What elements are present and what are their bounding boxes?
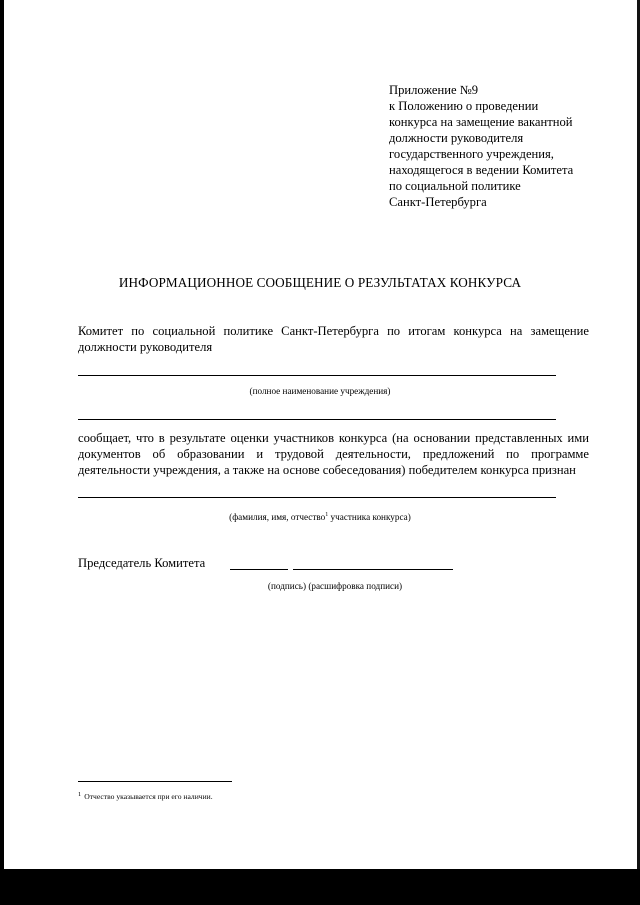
footnote-marker: 1: [78, 791, 82, 798]
signature-caption: (подпись) (расшифровка подписи): [267, 581, 403, 591]
appendix-line: находящегося в ведении Комитета: [389, 163, 574, 177]
appendix-line: государственного учреждения,: [389, 147, 554, 161]
institution-name-line-2[interactable]: [78, 419, 556, 420]
signature-transcript-line[interactable]: [293, 569, 453, 570]
appendix-header: [389, 82, 619, 210]
scan-border-left: [0, 0, 4, 870]
appendix-line: по социальной политике: [389, 179, 521, 193]
paragraph-results: сообщает, что в результате оценки участников конкурса (на основании представленных ими документов об образовании и трудовой деятельности, предложений по программе деятельности учреждения, а также на основе собеседования) победителем конкурса признан: [78, 431, 589, 477]
appendix-line: Санкт-Петербурга: [389, 195, 487, 209]
footnote: [78, 791, 213, 801]
footnote-ref: 1: [325, 511, 329, 518]
caption-text: (фамилия, имя, отчество: [229, 512, 326, 522]
institution-name-line[interactable]: [78, 375, 556, 376]
chairman-label: Председатель Комитета: [78, 556, 206, 570]
winner-name-line[interactable]: [78, 497, 556, 498]
appendix-line: Приложение №9: [389, 83, 479, 97]
signature-line[interactable]: [230, 569, 288, 570]
paragraph-committee: Комитет по социальной политике Санкт-Петербурга по итогам конкурса на замещение должности руководителя: [78, 324, 589, 354]
appendix-line: должности руководителя: [389, 131, 524, 145]
winner-name-caption: [0, 512, 640, 522]
footnote-text: Отчество указывается при его наличии.: [84, 792, 213, 801]
footnote-divider: [78, 781, 232, 782]
caption-text: участника конкурса): [328, 512, 411, 522]
institution-name-caption: (полное наименование учреждения): [249, 386, 391, 396]
scan-border-bottom: [0, 869, 640, 905]
document-title: ИНФОРМАЦИОННОЕ СООБЩЕНИЕ О РЕЗУЛЬТАТАХ КОНКУРСА: [118, 275, 522, 290]
appendix-line: конкурса на замещение вакантной: [389, 115, 573, 129]
appendix-line: к Положению о проведении: [389, 99, 539, 113]
